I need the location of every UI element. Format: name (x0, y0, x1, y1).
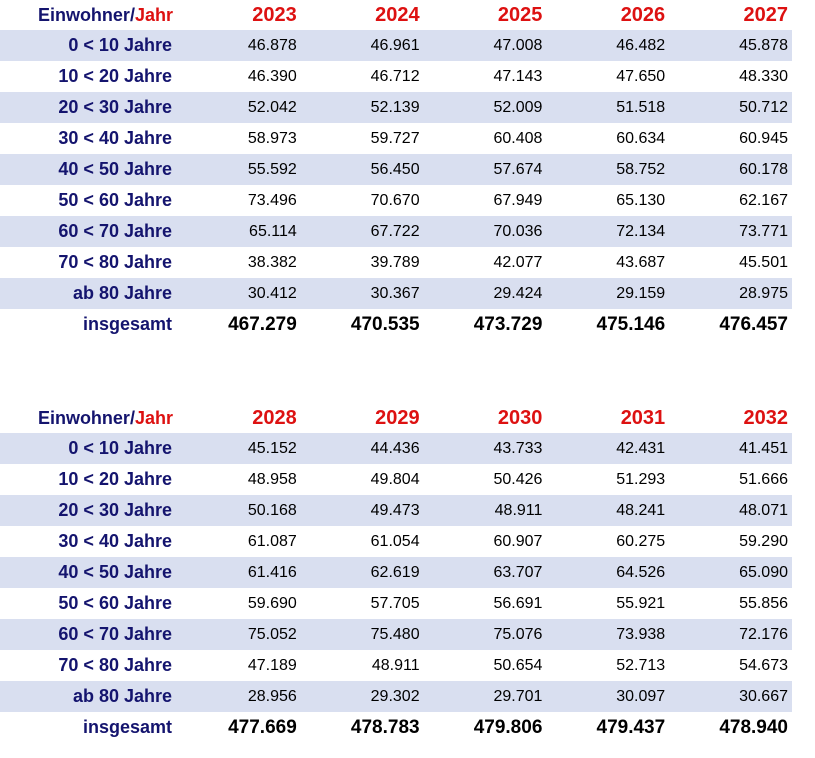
population-value: 56.691 (493, 594, 543, 612)
total-value: 476.457 (719, 313, 788, 335)
population-value: 47.650 (616, 67, 666, 85)
population-value: 59.290 (739, 532, 788, 550)
age-group-label: 10 < 20 Jahre (58, 469, 172, 489)
table-row (0, 526, 792, 557)
table-row (0, 123, 792, 154)
population-value: 67.722 (301, 216, 424, 247)
population-value: 30.667 (669, 681, 792, 712)
population-value: 59.690 (247, 594, 297, 612)
population-value: 49.473 (301, 495, 424, 526)
total-value: 479.437 (596, 716, 666, 738)
population-value: 50.426 (493, 470, 543, 488)
total-row (0, 309, 792, 340)
table-row (0, 216, 792, 247)
table-row (0, 650, 792, 681)
population-value: 75.480 (301, 619, 424, 650)
table-body (0, 0, 792, 340)
population-value: 60.634 (616, 129, 666, 147)
population-value: 54.673 (739, 656, 788, 674)
population-value: 47.008 (424, 30, 547, 61)
table-body (0, 403, 792, 743)
population-value: 50.654 (493, 656, 543, 674)
population-value: 47.143 (493, 67, 543, 85)
year-header: 2027 (743, 3, 788, 26)
population-value: 49.804 (370, 470, 420, 488)
population-value: 45.152 (178, 433, 301, 464)
population-value: 52.713 (616, 656, 666, 674)
total-value: 478.783 (350, 716, 420, 738)
population-value: 58.752 (546, 154, 669, 185)
table-row (0, 278, 792, 309)
population-value: 52.042 (178, 92, 301, 123)
age-group-label: 10 < 20 Jahre (58, 66, 172, 86)
total-value: 477.669 (228, 716, 297, 738)
total-value: 475.146 (596, 313, 666, 335)
population-value: 42.077 (493, 253, 543, 271)
year-header: 2031 (620, 406, 666, 429)
total-value: 479.806 (473, 716, 543, 738)
population-value: 62.167 (739, 191, 788, 209)
population-value: 73.496 (247, 191, 297, 209)
population-value: 70.670 (370, 191, 420, 209)
population-table-2023-2027 (0, 0, 792, 340)
age-group-label: 20 < 30 Jahre (0, 495, 178, 526)
year-header: 2023 (252, 3, 297, 26)
population-value: 46.878 (178, 30, 301, 61)
year-header: 2024 (375, 3, 420, 26)
table-row (0, 185, 792, 216)
table-row (0, 557, 792, 588)
age-group-label: ab 80 Jahre (0, 681, 178, 712)
population-value: 60.408 (493, 129, 543, 147)
age-group-label: ab 80 Jahre (0, 278, 178, 309)
table-row (0, 92, 792, 123)
population-value: 29.159 (546, 278, 669, 309)
header-label (0, 0, 178, 30)
population-value: 72.176 (669, 619, 792, 650)
age-group-label: 60 < 70 Jahre (0, 216, 178, 247)
population-value: 44.436 (301, 433, 424, 464)
age-group-label: 30 < 40 Jahre (58, 128, 172, 148)
population-value: 30.097 (546, 681, 669, 712)
header-row (0, 0, 792, 30)
age-group-label: 20 < 30 Jahre (0, 92, 178, 123)
population-value: 55.592 (178, 154, 301, 185)
population-value: 41.451 (669, 433, 792, 464)
population-value: 60.178 (669, 154, 792, 185)
population-value: 58.973 (247, 129, 297, 147)
population-value: 30.412 (178, 278, 301, 309)
population-value: 65.114 (178, 216, 301, 247)
population-value: 39.789 (370, 253, 420, 271)
header-label-jahr: Jahr (134, 4, 173, 25)
age-group-label: 60 < 70 Jahre (0, 619, 178, 650)
population-value: 55.921 (616, 594, 666, 612)
population-value: 75.052 (178, 619, 301, 650)
table-row (0, 495, 792, 526)
total-value: 473.729 (473, 313, 543, 335)
population-value: 61.087 (247, 532, 297, 550)
header-label-sep: / (129, 4, 135, 25)
population-value: 70.036 (424, 216, 547, 247)
population-value: 64.526 (546, 557, 669, 588)
population-value: 51.293 (616, 470, 666, 488)
population-value: 45.501 (739, 253, 788, 271)
population-value: 63.707 (424, 557, 547, 588)
total-value: 470.535 (350, 313, 420, 335)
population-value: 60.945 (739, 129, 788, 147)
population-value: 45.878 (669, 30, 792, 61)
population-value: 48.911 (424, 495, 547, 526)
table-row (0, 61, 792, 92)
population-value: 61.416 (178, 557, 301, 588)
table-row (0, 619, 792, 650)
total-label: insgesamt (82, 314, 172, 334)
population-value: 56.450 (301, 154, 424, 185)
population-value: 67.949 (493, 191, 543, 209)
population-value: 28.975 (669, 278, 792, 309)
population-value: 29.424 (424, 278, 547, 309)
age-group-label: 70 < 80 Jahre (58, 252, 172, 272)
population-value: 50.168 (178, 495, 301, 526)
year-header: 2025 (497, 3, 543, 26)
total-value: 478.940 (719, 716, 788, 738)
population-value: 51.518 (546, 92, 669, 123)
header-label-einwohner: Einwohner (37, 4, 130, 25)
population-value: 48.330 (739, 67, 788, 85)
table-row (0, 681, 792, 712)
population-value: 43.687 (616, 253, 666, 271)
population-value: 61.054 (370, 532, 420, 550)
population-value: 62.619 (301, 557, 424, 588)
population-value: 50.712 (669, 92, 792, 123)
population-value: 46.482 (546, 30, 669, 61)
age-group-label: 30 < 40 Jahre (58, 531, 172, 551)
population-value: 73.938 (546, 619, 669, 650)
population-value: 60.907 (493, 532, 543, 550)
population-value: 75.076 (424, 619, 547, 650)
population-value: 52.009 (424, 92, 547, 123)
population-value: 65.130 (616, 191, 666, 209)
population-value: 46.390 (247, 67, 297, 85)
total-label: insgesamt (82, 717, 172, 737)
population-value: 29.302 (301, 681, 424, 712)
population-value: 47.189 (247, 656, 297, 674)
table-row (0, 588, 792, 619)
total-row (0, 712, 792, 743)
population-value: 73.771 (669, 216, 792, 247)
population-value: 51.666 (739, 470, 788, 488)
population-value: 29.701 (424, 681, 547, 712)
year-header: 2032 (743, 406, 788, 429)
population-value: 57.705 (370, 594, 420, 612)
population-value: 59.727 (370, 129, 420, 147)
total-value: 467.279 (228, 313, 297, 335)
population-value: 46.712 (370, 67, 420, 85)
age-group-label: 70 < 80 Jahre (58, 655, 172, 675)
population-value: 46.961 (301, 30, 424, 61)
table-row (0, 154, 792, 185)
population-value: 55.856 (739, 594, 788, 612)
age-group-label: 0 < 10 Jahre (0, 30, 178, 61)
age-group-label: 40 < 50 Jahre (0, 557, 178, 588)
population-value: 72.134 (546, 216, 669, 247)
age-group-label: 50 < 60 Jahre (58, 593, 172, 613)
population-value: 48.958 (247, 470, 297, 488)
year-header: 2030 (497, 406, 543, 429)
header-row (0, 403, 792, 433)
table-row (0, 247, 792, 278)
population-value: 28.956 (178, 681, 301, 712)
population-value: 38.382 (247, 253, 297, 271)
age-group-label: 50 < 60 Jahre (58, 190, 172, 210)
year-header: 2029 (375, 406, 420, 429)
population-value: 48.241 (546, 495, 669, 526)
population-value: 60.275 (616, 532, 666, 550)
population-value: 30.367 (301, 278, 424, 309)
age-group-label: 0 < 10 Jahre (0, 433, 178, 464)
year-header: 2026 (620, 3, 666, 26)
header-label-jahr: Jahr (134, 407, 173, 428)
year-header: 2028 (252, 406, 297, 429)
table-row (0, 30, 792, 61)
header-label (0, 403, 178, 433)
population-value: 43.733 (424, 433, 547, 464)
population-value: 42.431 (546, 433, 669, 464)
population-value: 52.139 (301, 92, 424, 123)
population-table-2028-2032 (0, 403, 792, 743)
population-value: 65.090 (669, 557, 792, 588)
population-value: 48.911 (371, 656, 420, 674)
header-label-einwohner: Einwohner (37, 407, 130, 428)
table-row (0, 433, 792, 464)
age-group-label: 40 < 50 Jahre (0, 154, 178, 185)
table-row (0, 464, 792, 495)
population-value: 48.071 (669, 495, 792, 526)
population-value: 57.674 (424, 154, 547, 185)
header-label-sep: / (129, 407, 135, 428)
